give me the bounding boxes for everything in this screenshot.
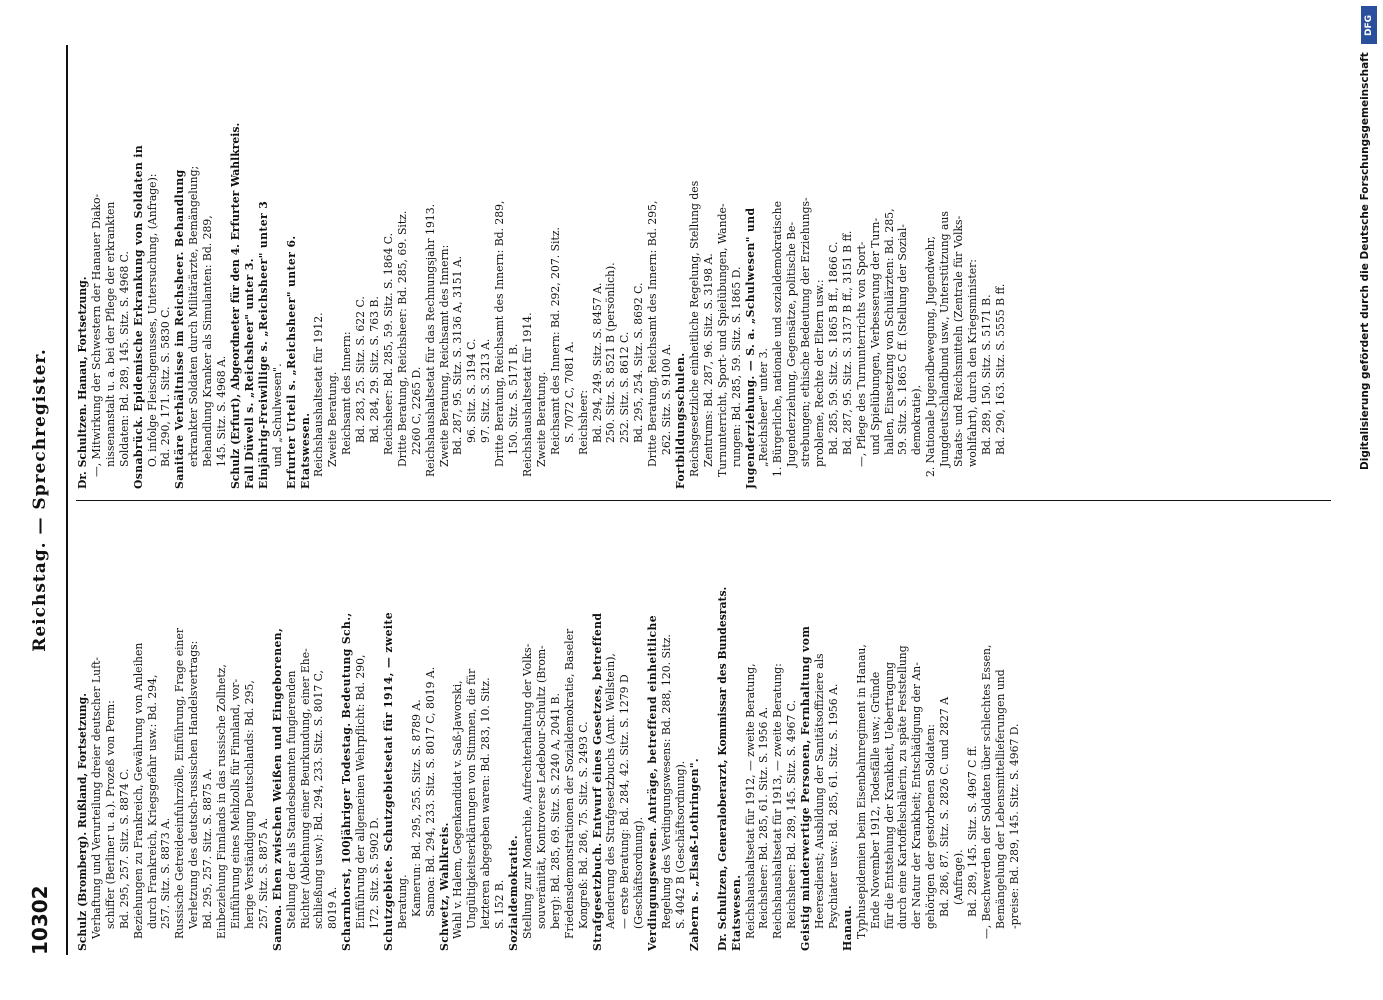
register-line: Osnabrück. Epidemische Erkrankung von Soldaten in — [131, 144, 145, 489]
register-line: probleme, Rechte der Eltern usw.: — [813, 279, 827, 467]
dfg-logo: DFG — [1361, 6, 1377, 44]
register-line: Schutzgebiete. Schutzgebietsetat für 1914, — zweite — [381, 611, 395, 951]
register-line: Bd. 287, 95. Sitz. S. 3136 A, 3151 A. — [451, 255, 465, 455]
register-line: 97. Sitz. S. 3213 A. — [479, 338, 493, 443]
register-line: S. 152 B. — [493, 879, 507, 929]
register-line: Friedensdemonstrationen der Sozialdemokratie, Baseler — [562, 628, 576, 939]
register-line: Bd. 295, 257. Sitz. S. 8875 A. — [201, 768, 215, 929]
register-line: Dr. Schultzen. Hanau, Fortsetzung. — [76, 276, 89, 489]
register-line: 257. Sitz. S. 8873 A. — [159, 817, 173, 929]
register-line: „Reichsheer" unter 3. — [757, 348, 771, 467]
register-line: Dr. Schultzen, Generaloberarzt, Kommissar des Bundesrats. — [715, 586, 729, 951]
register-line: Zentrums: Bd. 287, 96. Sitz. S. 3198 A. — [701, 253, 715, 467]
register-line: Reichsheer: Bd. 285, 61. Sitz. S. 1956 A. — [757, 706, 771, 929]
register-line: S. 7072 C, 7081 A. — [562, 341, 576, 443]
register-line: Reichsheer: — [576, 389, 590, 455]
register-line: Beziehungen zu Frankreich, Gewährung von Anleihen — [131, 642, 145, 939]
register-line: Schwetz, Wahlkreis. — [437, 822, 451, 951]
register-line: Reichshaushaltsetat für 1914. — [521, 312, 534, 477]
register-line: Bd. 294, 249. Sitz. S. 8457 A. — [590, 282, 604, 443]
register-line: Behandlung Kranker als Simulanten: Bd. 289, — [201, 215, 215, 467]
register-line: Richter (Ablehnung einer Beurkundung, einer Ehe- — [298, 648, 312, 929]
register-line: Reichsamt des Innern: — [340, 331, 354, 455]
rotated-register-page — [20, 45, 1340, 955]
register-line: berg): Bd. 285, 69. Sitz. S. 2240 A, 2041 B. — [548, 693, 562, 929]
register-line: hallen, Einsetzung von Schulärzten: Bd. 285, — [882, 208, 896, 455]
register-line: Bemängelung der Lebensmittellieferungen und — [993, 669, 1007, 929]
register-line: Zweite Beratung. — [534, 371, 548, 467]
register-line: letzteren abgegeben waren: Bd. 283, 10. Sitz. — [479, 677, 493, 929]
register-line: Scharnhorst, 100jähriger Todestag. Bedeutung Sch., — [340, 612, 354, 951]
register-line: Einbeziehung Finnlands in das russische Zollnetz, — [215, 664, 229, 939]
register-line — [702, 511, 716, 951]
register-line: Bd. 289, 150. Sitz. S. 5171 B. — [979, 294, 993, 455]
register-line: 1. Bürgerliche, nationale und sozialdemokratische — [771, 201, 785, 477]
register-line: Aenderung des Strafgesetzbuchs (Amt. Wellstein), — [604, 653, 618, 929]
register-line: Stellung zur Monarchie, Aufrechterhaltung der Volks- — [521, 643, 534, 939]
register-line: Jugenderziehung, Gegensätze, politische Be- — [785, 221, 799, 467]
register-line: Verhaftung und Verurteilung dreier deutscher Luft- — [89, 656, 103, 939]
register-line: Bd. 287, 95. Sitz. S. 3137 B ff., 3151 B ff. — [840, 230, 854, 455]
register-line: Staats- und Reichsmitteln (Zentrale für Volks- — [952, 215, 966, 467]
register-line: Dritte Beratung, Reichsamt des Innern: Bd. 289, — [493, 200, 507, 467]
register-line: Bd. 285, 59. Sitz. S. 1865 B ff., 1866 C. — [826, 241, 840, 455]
page-number: 10302 — [28, 885, 52, 955]
register-line: 59. Sitz. S. 1865 C ff. (Stellung der Sozial- — [896, 224, 910, 455]
register-line: Schulz (Erfurt), Abgeordneter für den 4. Erfurter Wahlkreis. — [228, 122, 242, 489]
register-line: (Geschäftsordnung). — [632, 816, 646, 929]
register-line: Verletzung des deutsch-russischen Handelsvertrags: — [187, 640, 201, 929]
register-line: Typhusepidemien beim Eisenbahnregiment in Hanau, — [854, 644, 868, 939]
register-line: und „Schulwesen". — [270, 363, 284, 467]
page-header — [20, 45, 64, 955]
register-line: Einführung der allgemeinen Wehrpflicht: Bd. 290, — [354, 654, 368, 929]
register-line: Ungültigkeitserklärungen von Stimmen, die für — [465, 668, 479, 929]
register-line: für die Entstehung der Krankheit, Uebertragung — [882, 661, 896, 929]
register-line: Bd. 290, 163. Sitz. S. 5555 B ff. — [993, 283, 1007, 455]
register-line: 150. Sitz. S. 5171 B. — [507, 343, 521, 455]
left-column — [76, 511, 1331, 951]
register-line: Fortbildungsschulen. — [673, 352, 687, 489]
register-line: Zabern s. „Elsaß-Lothringen". — [687, 757, 701, 951]
register-line: — erste Beratung: Bd. 284, 42. Sitz. S. 1279 D — [618, 674, 632, 929]
register-line: —, Mitwirkung der Schwestern der Hanauer Diako- — [89, 193, 103, 477]
register-line: Bd. 295, 257. Sitz. S. 8874 C. — [117, 768, 131, 929]
register-line: durch Frankreich, Kriegsgefahr usw.: Bd. 294, — [145, 674, 159, 929]
register-line: Einführung eines Mehlzolls für Finnland, vor- — [228, 678, 242, 929]
register-line: Etatswesen. — [729, 874, 743, 951]
register-line: gehörigen der gestorbenen Soldaten: — [924, 724, 938, 929]
running-title: Reichstag. — Sprechregister. — [30, 348, 50, 652]
register-line: Reichsheer: Bd. 285, 59. Sitz. S. 1864 C. — [381, 232, 395, 455]
register-line: Zweite Beratung. — [326, 371, 340, 467]
digitization-note: Digitalisierung gefördert durch die Deutsche Forschungsgemeinschaft — [1359, 52, 1371, 470]
register-line: Reichshaushaltsetat für 1912. — [312, 312, 326, 477]
register-line: Strafgesetzbuch. Entwurf eines Gesetzes, betreffend — [590, 612, 604, 951]
register-line: Beratung. — [395, 874, 409, 929]
register-line: Schulz (Bromberg). Rußland, Fortsetzung. — [76, 693, 89, 951]
register-line: Kamerun: Bd. 295, 255. Sitz. S. 8789 A. — [409, 699, 423, 917]
digitization-footer — [1357, 6, 1381, 996]
register-line: Sozialdemokratie. — [507, 834, 521, 951]
register-line: Verdingungswesen. Anträge, betreffend einheitliche — [646, 614, 660, 951]
column-divider — [76, 500, 1331, 501]
register-line: schiffer (Berliner u. a.). Prozeß von Perm: — [103, 700, 117, 929]
register-line: Regelung des Verdingungswesens: Bd. 288, 120. Sitz. — [660, 634, 674, 929]
register-line: schließung usw.): Bd. 294, 233. Sitz. S. 8017 C, — [312, 670, 326, 929]
register-line: Heeresdienst; Ausbildung der Sanitätsoffiziere als — [813, 653, 827, 929]
register-line: Reichshaushaltsetat für das Rechnungsjahr 1913. — [423, 204, 437, 477]
register-line: durch eine Kartoffelschälerin, zu späte Feststellung — [896, 645, 910, 929]
register-line: Wahl v. Halem, Gegenkandidat v. Saß-Jaworski, — [451, 680, 465, 939]
register-line: Bd. 283, 25. Sitz. S. 622 C. — [354, 296, 368, 443]
header-rule — [66, 45, 68, 955]
register-line: 2. Nationale Jugendbewegung, Jugendwehr, — [924, 236, 938, 477]
register-line: Dritte Beratung, Reichsamt des Innern: Bd. 295, — [646, 200, 660, 467]
register-line: Soldaten: Bd. 289, 145. Sitz. S. 4968 C. — [117, 251, 131, 467]
register-line: Jugenderziehung. — S. a. „Schulwesen" und — [743, 207, 757, 489]
register-line: rungen: Bd. 285, 59. Sitz. S. 1865 D. — [729, 266, 743, 467]
register-line: Geistig minderwertige Personen, Fernhaltung vom — [799, 625, 813, 951]
register-line: —, Beschwerden der Soldaten über schlechtes Essen, — [979, 644, 993, 939]
register-line: Bd. 286, 87. Sitz. S. 2826 C. und 2827 A — [938, 696, 952, 917]
register-line: O. infolge Fleischgenusses, Untersuchung, (Anfrage): — [145, 173, 159, 467]
register-line: Samoa. Ehen zwischen Weißen und Eingeborenen, — [270, 627, 284, 951]
register-line: -preise: Bd. 289, 145. Sitz. S. 4967 D. — [1007, 723, 1021, 929]
register-line: 96. Sitz. S. 3194 C. — [465, 338, 479, 443]
register-line: Reichsheer: Bd. 289, 145. Sitz. S. 4967 C. — [785, 700, 799, 929]
register-line: Jungdeutschlandbund usw., Unterstützung aus — [938, 211, 952, 467]
register-line: Turnunterricht, Sport- und Spielübungen, Wande- — [715, 203, 729, 477]
register-line: Etatswesen. — [298, 412, 312, 489]
register-line: Psychiater usw.: Bd. 285, 61. Sitz. S. 1956 A. — [826, 683, 840, 929]
register-line: Ende November 1912, Todesfälle usw.; Gründe — [868, 671, 882, 929]
register-line: Kongreß: Bd. 286, 75. Sitz. S. 2493 C. — [576, 721, 590, 929]
register-line: Bd. 295, 254. Sitz. S. 8692 C. — [632, 282, 646, 443]
register-line: erkrankter Soldaten durch Militärärzte, Bemängelung; — [187, 165, 201, 467]
register-line: Hanau. — [840, 904, 854, 951]
register-line: der Natur der Krankheit; Entschädigung der An- — [910, 662, 924, 929]
register-line: Sanitäre Verhältnisse im Reichsheer. Behandlung — [173, 169, 187, 489]
register-line: 250. Sitz. S. 8521 B (persönlich). — [604, 262, 618, 443]
register-line: Fall Düwell s. „Reichsheer" unter 3. — [242, 258, 256, 489]
register-line: Reichshaushaltsetat für 1913, — zweite Beratung: — [771, 663, 785, 939]
register-line: souveränität, Kontroverse Ledebour-Schultz (Brom- — [534, 645, 548, 929]
register-line: Reichsamt des Innern: Bd. 292, 207. Sitz. — [548, 227, 562, 455]
register-line: Einjährig-Freiwillige s. „Reichsheer" unter 3 — [256, 200, 270, 489]
register-line: 172. Sitz. S. 5902 D. — [368, 817, 382, 929]
register-line: demokratie). — [910, 384, 924, 455]
register-line: (Anfrage). — [952, 849, 966, 905]
register-line: Stellung der als Standesbeamten fungierenden — [284, 670, 298, 929]
register-line: S. 4042 B (Geschäftsordnung). — [673, 760, 687, 929]
register-line: Bd. 290, 171. Sitz. S. 5830 C. — [159, 306, 173, 467]
register-line: 145. Sitz. S. 4968 A. — [215, 355, 229, 467]
register-line: Russische Getreideeinfuhrzölle, Einführung, Frage einer — [173, 627, 187, 939]
register-line: Bd. 289, 145. Sitz. S. 4967 C ff. — [966, 745, 979, 917]
register-line: Reichsgesetzliche einheitliche Regelung, Stellung des — [687, 180, 701, 477]
register-line: 252. Sitz. S. 8612 C. — [618, 331, 632, 443]
register-line: Bd. 284, 29. Sitz. S. 763 B. — [368, 296, 382, 443]
register-line: Dritte Beratung, Reichsheer: Bd. 285, 69. Sitz. — [395, 210, 409, 467]
register-line: Reichshaushaltsetat für 1912, — zweite Beratung, — [743, 663, 757, 939]
register-line: herige Verständigung Deutschlands: Bd. 295, — [242, 680, 256, 929]
register-line: nissenanstalt u. a. bei der Pflege der erkrankten — [103, 201, 117, 467]
register-line: 262. Sitz. S. 9100 A. — [660, 343, 674, 455]
register-line: 2260 C, 2265 D. — [409, 366, 423, 455]
register-line: Erfurter Urteil s. „Reichsheer" unter 6. — [284, 235, 298, 489]
register-line: —, Pflege des Turnunterrichts von Sport- — [854, 241, 868, 467]
register-line: wohlfahrt), durch den Kriegsminister: — [966, 259, 979, 467]
register-line: Samoa: Bd. 294, 233. Sitz. S. 8017 C, 8019 A. — [423, 666, 437, 917]
register-line: strebungen; ethische Bedeutung der Erziehungs- — [799, 197, 813, 467]
register-line: 8019 A. — [326, 886, 340, 929]
register-line: 257. Sitz. S. 8875 A. — [256, 817, 270, 929]
register-line: und Spielübungen, Verbesserung der Turn- — [868, 217, 882, 455]
register-line: Zweite Beratung, Reichsamt des Innern: — [437, 244, 451, 467]
right-column — [76, 49, 1331, 489]
